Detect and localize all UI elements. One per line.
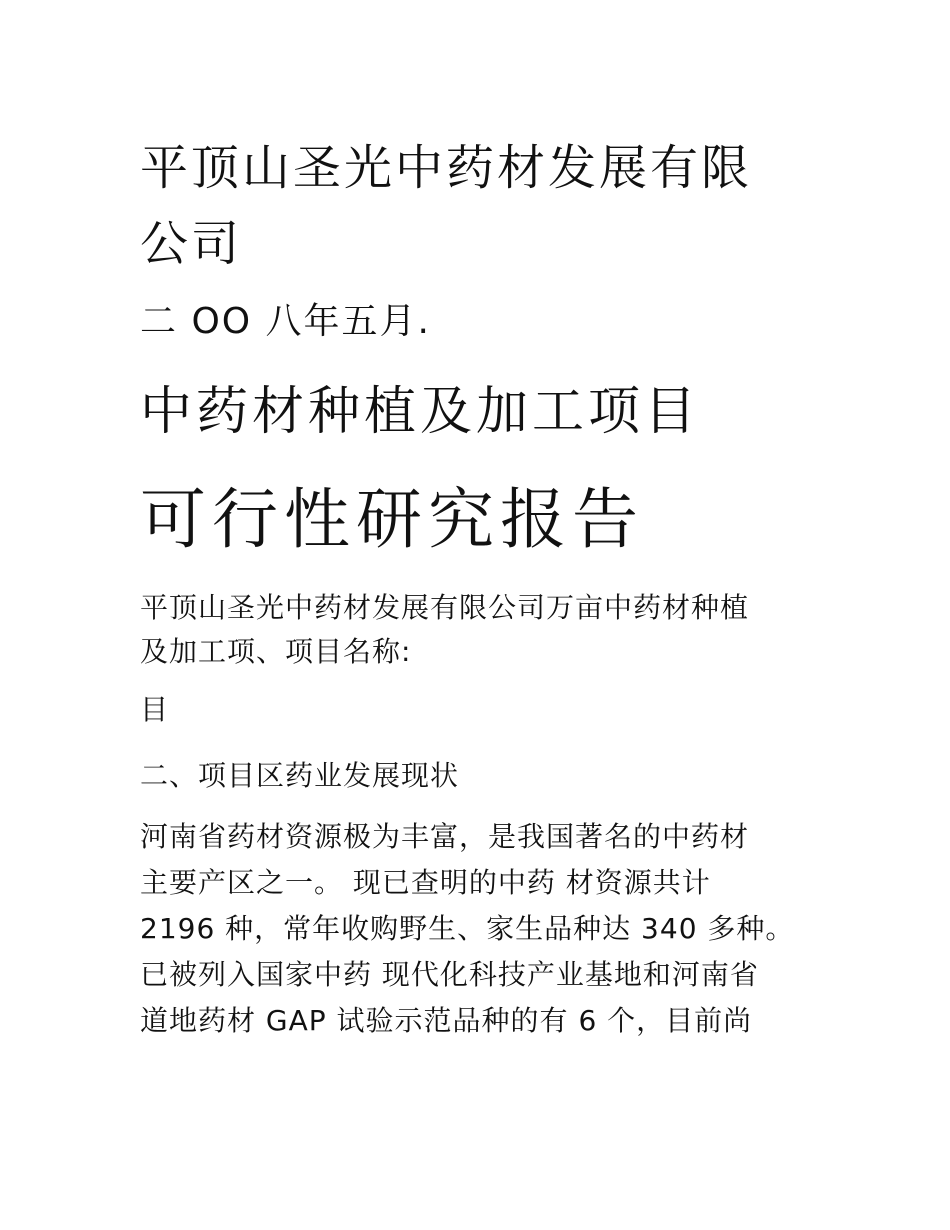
toc-label: 目 (140, 693, 169, 726)
section-heading: 二、项目区药业发展现状 (140, 759, 460, 792)
company-name-line-1: 平顶山圣光中药材发展有限 (140, 140, 753, 196)
project-name-line-1: 平顶山圣光中药材发展有限公司万亩中药材种植 (140, 591, 750, 624)
project-name-paragraph (140, 586, 840, 674)
body-line: 河南省药材资源极为丰富，是我国著名的中药材 (140, 820, 750, 853)
section-body (140, 814, 840, 1044)
page-content (140, 130, 840, 1044)
body-line: 道地药材 GAP 试验示范品种的有 6 个，目前尚 (140, 1004, 753, 1037)
body-line: 2196 种，常年收购野生、家生品种达 340 多种。 (140, 912, 795, 945)
body-line: 主要产区之一。 现已查明的中药 材资源共计 (140, 866, 711, 899)
report-title: 可行性研究报告 (140, 481, 644, 558)
project-title: 中药材种植及加工项目 (140, 382, 701, 442)
project-name-line-2: 及加工项、项目名称: (140, 635, 412, 668)
company-name-line-2: 公司 (140, 216, 243, 272)
company-name-heading (140, 130, 840, 282)
report-date: 二 OO 八年五月. (140, 301, 432, 342)
body-line: 已被列入国家中药 现代化科技产业基地和河南省 (140, 958, 759, 991)
